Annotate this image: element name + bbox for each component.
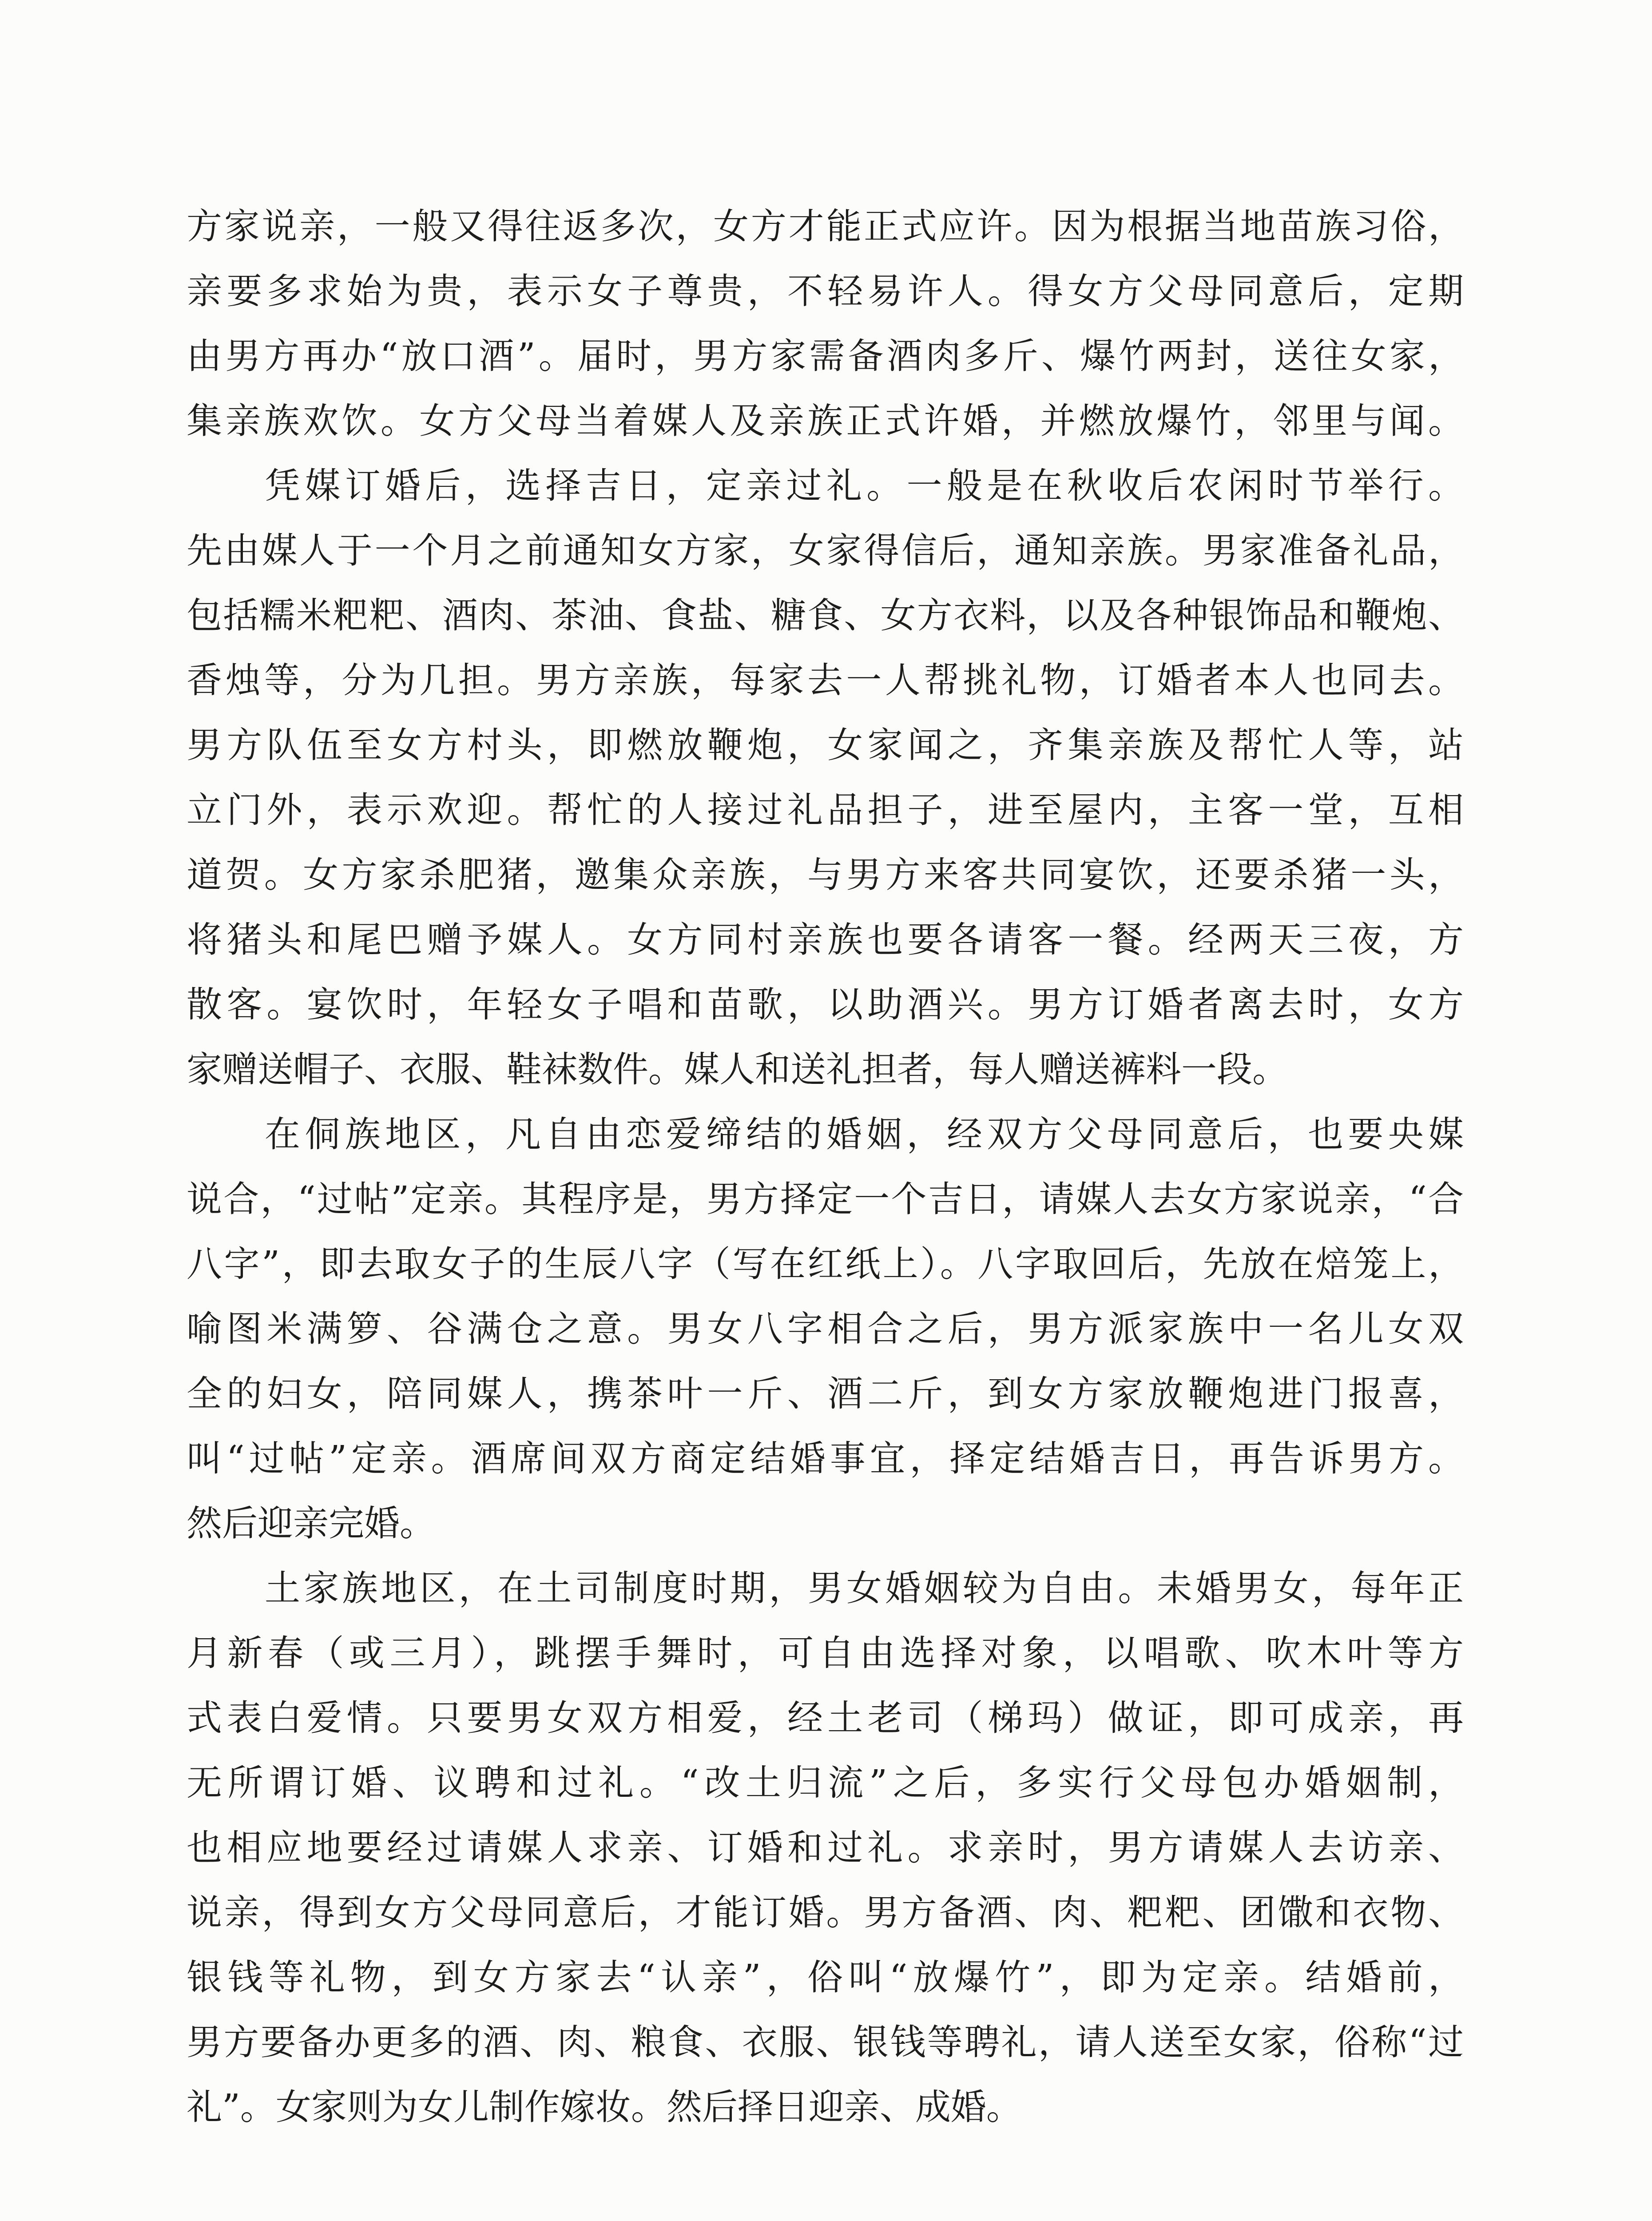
text-line: 月新春（或三月），跳摆手舞时，可自由选择对象，以唱歌、吹木叶等方 [187, 1632, 1464, 1674]
text-line: 式表白爱情。只要男女双方相爱，经土老司（梯玛）做证，即可成亲，再 [187, 1697, 1464, 1739]
paragraph [187, 194, 1464, 454]
text-line: 男方队伍至女方村头，即燃放鞭炮，女家闻之，齐集亲族及帮忙人等，站 [187, 724, 1464, 766]
text-line: 然后迎亲完婚。 [187, 1503, 435, 1544]
paragraph [187, 1102, 1464, 1556]
text-line: 银钱等礼物，到女方家去“认亲”，俗叫“放爆竹”，即为定亲。结婚前， [187, 1957, 1464, 1998]
text-line: 家赠送帽子、衣服、鞋袜数件。媒人和送礼担者，每人赠送裤料一段。 [187, 1049, 1288, 1090]
text-line: 无所谓订婚、议聘和过礼。“改土归流”之后，多实行父母包办婚姻制， [187, 1762, 1464, 1803]
paragraph [187, 1556, 1464, 2140]
text-line: 土家族地区，在土司制度时期，男女婚姻较为自由。未婚男女，每年正 [265, 1568, 1464, 1609]
text-line: 道贺。女方家杀肥猪，邀集众亲族，与男方来客共同宴饮，还要杀猪一头， [187, 854, 1464, 896]
text-line: 男方要备办更多的酒、肉、粮食、衣服、银钱等聘礼，请人送至女家，俗称“过 [187, 2022, 1464, 2063]
text-line: 将猪头和尾巴赠予媒人。女方同村亲族也要各请客一餐。经两天三夜，方 [187, 919, 1464, 960]
text-line: 也相应地要经过请媒人求亲、订婚和过礼。求亲时，男方请媒人去访亲、 [187, 1827, 1464, 1868]
text-line: 叫“过帖”定亲。酒席间双方商定结婚事宜，择定结婚吉日，再告诉男方。 [187, 1438, 1464, 1479]
text-line: 说合，“过帖”定亲。其程序是，男方择定一个吉日，请媒人去女方家说亲，“合 [187, 1178, 1464, 1220]
text-line: 亲要多求始为贵，表示女子尊贵，不轻易许人。得女方父母同意后，定期 [187, 271, 1464, 312]
text-line: 八字”，即去取女子的生辰八字（写在红纸上）。八字取回后，先放在焙笼上， [187, 1243, 1464, 1285]
text-line: 香烛等，分为几担。男方亲族，每家去一人帮挑礼物，订婚者本人也同去。 [187, 660, 1464, 701]
text-line: 全的妇女，陪同媒人，携茶叶一斤、酒二斤，到女方家放鞭炮进门报喜， [187, 1373, 1464, 1414]
text-line: 凭媒订婚后，选择吉日，定亲过礼。一般是在秋收后农闲时节举行。 [265, 465, 1464, 506]
text-line: 在侗族地区，凡自由恋爱缔结的婚姻，经双方父母同意后，也要央媒 [265, 1114, 1464, 1155]
text-line: 散客。宴饮时，年轻女子唱和苗歌，以助酒兴。男方订婚者离去时，女方 [187, 984, 1464, 1025]
text-line: 礼”。女家则为女儿制作嫁妆。然后择日迎亲、成婚。 [187, 2086, 1022, 2128]
text-line: 说亲，得到女方父母同意后，才能订婚。男方备酒、肉、粑粑、团馓和衣物、 [187, 1892, 1464, 1933]
text-line: 喻图米满箩、谷满仓之意。男女八字相合之后，男方派家族中一名儿女双 [187, 1308, 1464, 1349]
text-line: 集亲族欢饮。女方父母当着媒人及亲族正式许婚，并燃放爆竹，邻里与闻。 [187, 400, 1464, 442]
text-line: 包括糯米粑粑、酒肉、茶油、食盐、糖食、女方衣料，以及各种银饰品和鞭炮、 [187, 595, 1464, 636]
text-line: 由男方再办“放口酒”。届时，男方家需备酒肉多斤、爆竹两封，送往女家， [187, 335, 1464, 377]
text-line: 方家说亲，一般又得往返多次，女方才能正式应许。因为根据当地苗族习俗， [187, 206, 1464, 247]
text-line: 立门外，表示欢迎。帮忙的人接过礼品担子，进至屋内，主客一堂，互相 [187, 789, 1464, 831]
body-text [187, 194, 1464, 2140]
text-line: 先由媒人于一个月之前通知女方家，女家得信后，通知亲族。男家准备礼品， [187, 530, 1464, 571]
paragraph [187, 454, 1464, 1102]
